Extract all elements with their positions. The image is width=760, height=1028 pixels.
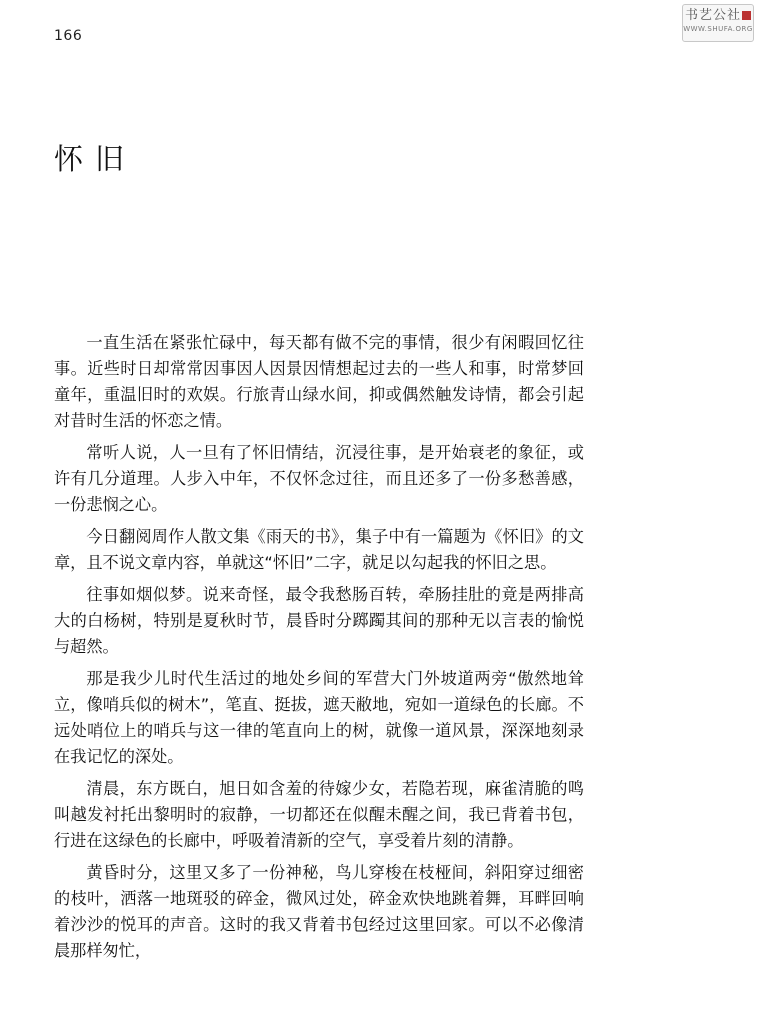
watermark-chinese-text [683,8,753,24]
paragraph: 清晨，东方既白，旭日如含羞的待嫁少女，若隐若现，麻雀清脆的鸣叫越发衬托出黎明时的寂静，一切都还在似醒未醒之间，我已背着书包，行进在这绿色的长廊中，呼吸着清新的空气，享受着片刻的清静。 [54,779,584,850]
seal-stamp-icon [742,11,751,20]
paragraph: 那是我少儿时代生活过的地处乡间的军营大门外坡道两旁“傲然地耸立，像哨兵似的树木”，笔直、挺拔，遮天敝地，宛如一道绿色的长廊。不远处哨位上的哨兵与这一律的笔直向上的树，就像一道风景，深深地刻录在我记忆的深处。 [54,669,584,766]
page-number: 166 [54,28,83,44]
watermark-chinese-label: 书艺公社 [684,8,741,23]
watermark-logo [682,4,754,42]
paragraph: 一直生活在紧张忙碌中，每天都有做不完的事情，很少有闲暇回忆往事。近些时日却常常因事因人因景因情想起过去的一些人和事，时常梦回童年，重温旧时的欢娱。行旅青山绿水间，抑或偶然触发诗情，都会引起对昔时生活的怀恋之情。 [54,333,584,430]
paragraph: 常听人说，人一旦有了怀旧情结，沉浸往事，是开始衰老的象征，或许有几分道理。人步入中年，不仅怀念过往，而且还多了一份多愁善感，一份悲悯之心。 [54,443,584,514]
article-body [54,330,584,964]
watermark-url: WWW.SHUFA.ORG [683,25,753,33]
paragraph: 今日翻阅周作人散文集《雨天的书》，集子中有一篇题为《怀旧》的文章，且不说文章内容，单就这“怀旧”二字，就足以勾起我的怀旧之思。 [54,527,584,572]
article-title: 怀旧 [54,142,137,177]
paragraph: 黄昏时分，这里又多了一份神秘，鸟儿穿梭在枝桠间，斜阳穿过细密的枝叶，洒落一地斑驳的碎金，微风过处，碎金欢快地跳着舞，耳畔回响着沙沙的悦耳的声音。这时的我又背着书包经过这里回家。可以不必像清晨那样匆忙， [54,863,584,960]
paragraph: 往事如烟似梦。说来奇怪，最令我愁肠百转，牵肠挂肚的竟是两排高大的白杨树，特别是夏秋时节，晨昏时分踯躅其间的那种无以言表的愉悦与超然。 [54,585,584,656]
